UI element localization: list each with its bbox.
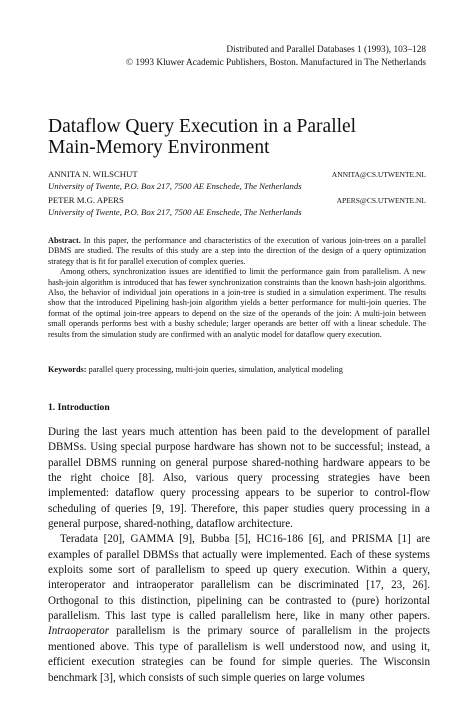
journal-header xyxy=(26,44,426,70)
title-line-1: Dataflow Query Execution in a Parallel xyxy=(48,116,357,137)
body-text-span: Teradata [20], GAMMA [9], Bubba [5], HC16-186 [6], and PRISMA [1] are examples of parallel DBMSs that actually were implemented. Each of these systems exploits some sort of parallelism to speed up query execution. Within a query, interoperator and intraoperator parallelism can be discriminated [17, 23, 26]. Orthogonal to this distinction, pipelining can be contrasted to (pure) horizontal parallelism. This last type is called parallelism here, like in many other papers. xyxy=(48,533,430,623)
author-block xyxy=(48,195,426,218)
section-heading: 1. Introduction xyxy=(48,402,110,413)
emphasis-text: Intraoperator xyxy=(48,625,110,638)
author-email: APERS@CS.UTWENTE.NL xyxy=(336,196,426,205)
abstract-paragraph: Among others, synchronization issues are identified to limit the performance gain from parallelism. A new hash-join algorithm is introduced that has fewer synchronization constraints than the known hash-join algorithms. Also, the behavior of individual join operations in a join-tree is studied in a simulation experiment. The results show that the introduced Pipelining hash-join algorithm yields a better performance for multi-join queries. The format of the optimal join-tree appears to depend on the size of the operands of the join: A multi-join between small operands performs best with a bushy schedule; larger operands are better off with a linear schedule. The results from the simulation study are confirmed with an analytic model for dataflow query execution. xyxy=(48,267,426,339)
introduction-body xyxy=(48,425,430,686)
journal-citation: Distributed and Parallel Databases 1 (1993), 103–128 xyxy=(226,45,426,55)
keywords-label: Keywords: xyxy=(48,365,87,374)
abstract xyxy=(48,236,426,340)
author-block xyxy=(48,169,426,192)
keywords-text: parallel query processing, multi-join queries, simulation, analytical modeling xyxy=(88,365,343,374)
body-paragraph: During the last years much attention has been paid to the development of parallel DBMSs. Using special purpose hardware has shown not to be successful; instead, a parallel DBMS running on general purpose shared-nothing hardware appears to be the right choice [8]. Also, various query processing strategies have been implemented: dataflow query processing appears to be superior to control-flow scheduling of queries [9, 19]. Therefore, this paper studies query processing in a general purpose, shared-nothing, dataflow architecture. xyxy=(48,426,430,531)
body-paragraph xyxy=(48,532,430,685)
paper-title xyxy=(48,116,438,158)
title-line-2: Main-Memory Environment xyxy=(48,137,270,158)
author-affiliation: University of Twente, P.O. Box 217, 7500 AE Enschede, The Netherlands xyxy=(48,180,302,191)
author-name: PETER M.G. APERS xyxy=(48,195,124,205)
body-text-span: parallelism is the primary source of parallelism in the projects mentioned above. This type of parallelism is well understood now, and using it, efficient execution strategies can be found for simple queries. The Wisconsin benchmark [3], which consists of such simple queries on large volumes xyxy=(48,625,430,684)
keywords xyxy=(48,365,426,375)
author-affiliation: University of Twente, P.O. Box 217, 7500 AE Enschede, The Netherlands xyxy=(48,206,302,217)
abstract-paragraph: In this paper, the performance and characteristics of the execution of various join-trees on a parallel DBMS are studied. The results of this study are a step into the direction of the design of a query optimization strategy that is fit for parallel execution of complex queries. xyxy=(48,236,427,266)
copyright-line: © 1993 Kluwer Academic Publishers, Boston. Manufactured in The Netherlands xyxy=(126,58,426,68)
author-email: ANNITA@CS.UTWENTE.NL xyxy=(331,170,426,179)
author-name: ANNITA N. WILSCHUT xyxy=(48,169,138,179)
abstract-label: Abstract. xyxy=(48,236,81,245)
